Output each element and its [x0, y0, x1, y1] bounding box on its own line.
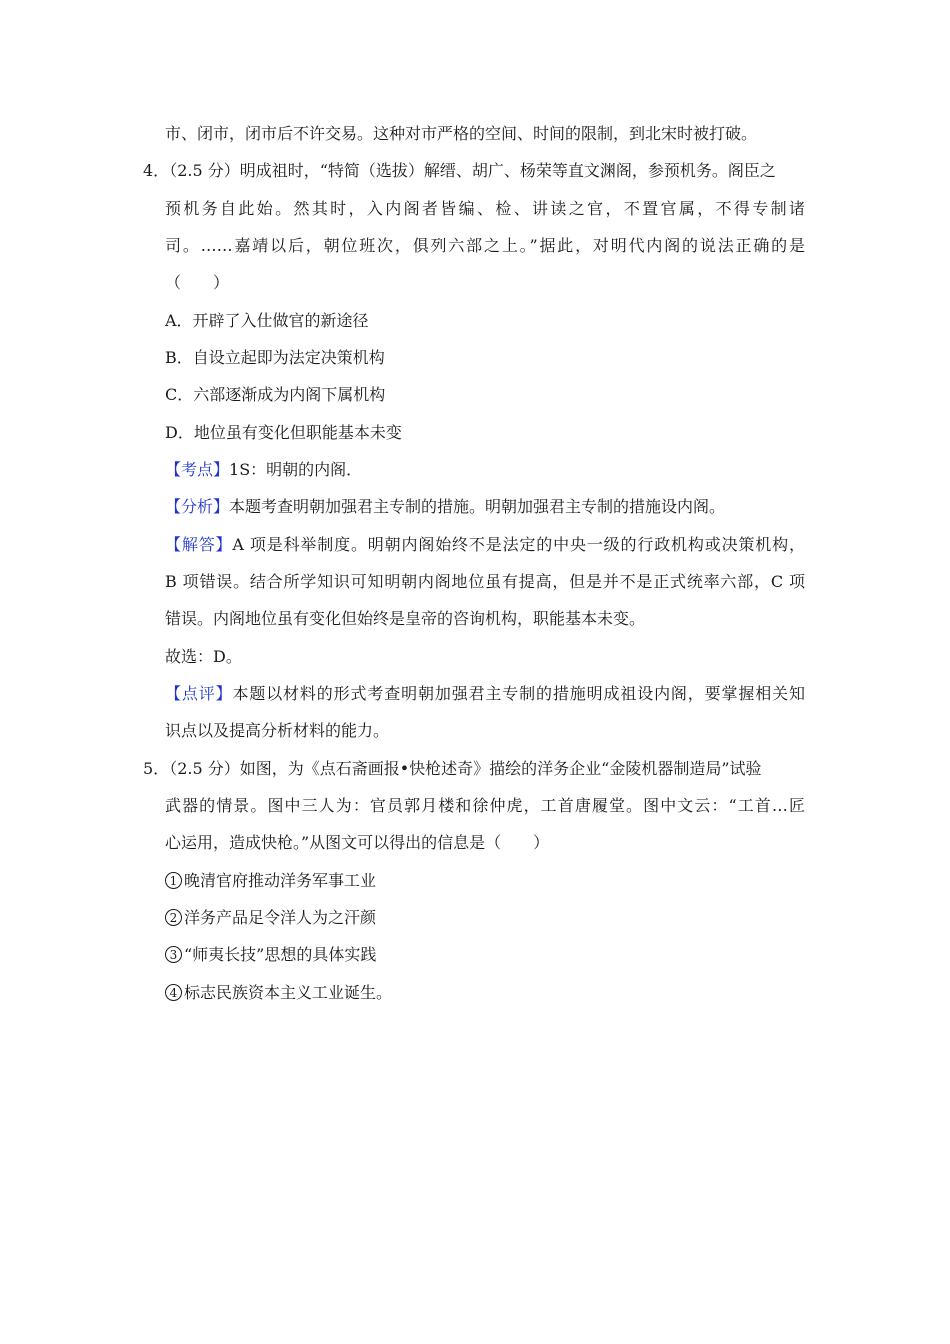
question-5-line-1 [143, 759, 805, 779]
question-4-stem-2: 预机务自此始。然其时，入内阁者皆编、检、讲读之官，不置官属，不得专制诸 [165, 199, 805, 218]
kaodian-tag: 【考点】 [165, 460, 230, 479]
item-3 [165, 945, 376, 965]
circled-number-3: 3 [165, 946, 182, 963]
item-3-text: “师夷长技”思想的具体实践 [184, 945, 377, 964]
item-4 [165, 983, 392, 1003]
circled-number-4: 4 [165, 984, 182, 1001]
kaodian-line [165, 460, 362, 480]
question-4-line-1 [143, 161, 805, 181]
fenxi-tag: 【分析】 [165, 497, 230, 516]
question-4-number: 4． [143, 161, 170, 180]
fenxi-text: 本题考查明朝加强君主专制的措施。明朝加强君主专制的措施设内阁。 [229, 497, 726, 516]
item-1-text: 晚清官府推动洋务军事工业 [184, 871, 377, 890]
jieda-line-2: B 项错误。结合所学知识可知明朝内阁地位虽有提高，但是并不是正式统率六部，C 项 [165, 572, 805, 591]
jieda-line-3: 错误。内阁地位虽有变化但始终是皇帝的咨询机构，职能基本未变。 [165, 609, 646, 628]
continuation-text: 市、闭市，闭市后不许交易。这种对市严格的空间、时间的限制，到北宋时被打破。 [165, 124, 758, 143]
dianping-tag: 【点评】 [165, 684, 233, 703]
item-1 [165, 871, 376, 891]
question-5-score: （2.5 分） [169, 759, 240, 778]
answer-line: 故选：D。 [165, 647, 242, 666]
kaodian-text: 1S：明朝的内阁． [229, 460, 363, 479]
dianping-text-1: 本题以材料的形式考查明朝加强君主专制的措施明成祖设内阁，要掌握相关知 [232, 684, 805, 703]
question-4-score: （2.5 分） [169, 161, 240, 180]
question-5-stem-2: 武器的情景。图中三人为：官员郭月楼和徐仲虎，工首唐履堂。图中文云：“工首…匠 [165, 796, 805, 815]
question-5-stem-3: 心运用，造成快枪。”从图文可以得出的信息是（ ） [165, 833, 550, 852]
item-2-text: 洋务产品足令洋人为之汗颜 [184, 908, 377, 927]
question-5-number: 5． [143, 759, 170, 778]
dianping-line-1 [165, 684, 805, 704]
jieda-line-1 [165, 535, 805, 555]
dianping-line-2: 识点以及提高分析材料的能力。 [165, 721, 390, 740]
option-b: B．自设立起即为法定决策机构 [165, 348, 385, 367]
item-2 [165, 908, 376, 928]
circled-number-2: 2 [165, 909, 182, 926]
option-d: D．地位虽有变化但职能基本未变 [165, 423, 402, 442]
question-4-stem-1: 明成祖时，“特简（选拔）解缙、胡广、杨荣等直文渊阁，参预机务。阁臣之 [239, 161, 776, 180]
fenxi-line [165, 497, 725, 517]
question-4-stem-3: 司。……嘉靖以后，朝位班次，俱列六部之上。”据此，对明代内阁的说法正确的是 [165, 236, 805, 255]
item-4-text: 标志民族资本主义工业诞生。 [184, 983, 393, 1002]
jieda-tag: 【解答】 [165, 535, 233, 554]
option-c: C．六部逐渐成为内阁下属机构 [165, 385, 386, 404]
jieda-text-1: A 项是科举制度。明朝内阁始终不是法定的中央一级的行政机构或决策机构， [232, 535, 805, 554]
question-5-stem-1: 如图，为《点石斋画报•快枪述奇》描绘的洋务企业“金陵机器制造局”试验 [239, 759, 762, 778]
option-a: A．开辟了入仕做官的新途径 [165, 311, 369, 330]
circled-number-1: 1 [165, 872, 182, 889]
question-4-blank: （ ） [165, 273, 230, 292]
